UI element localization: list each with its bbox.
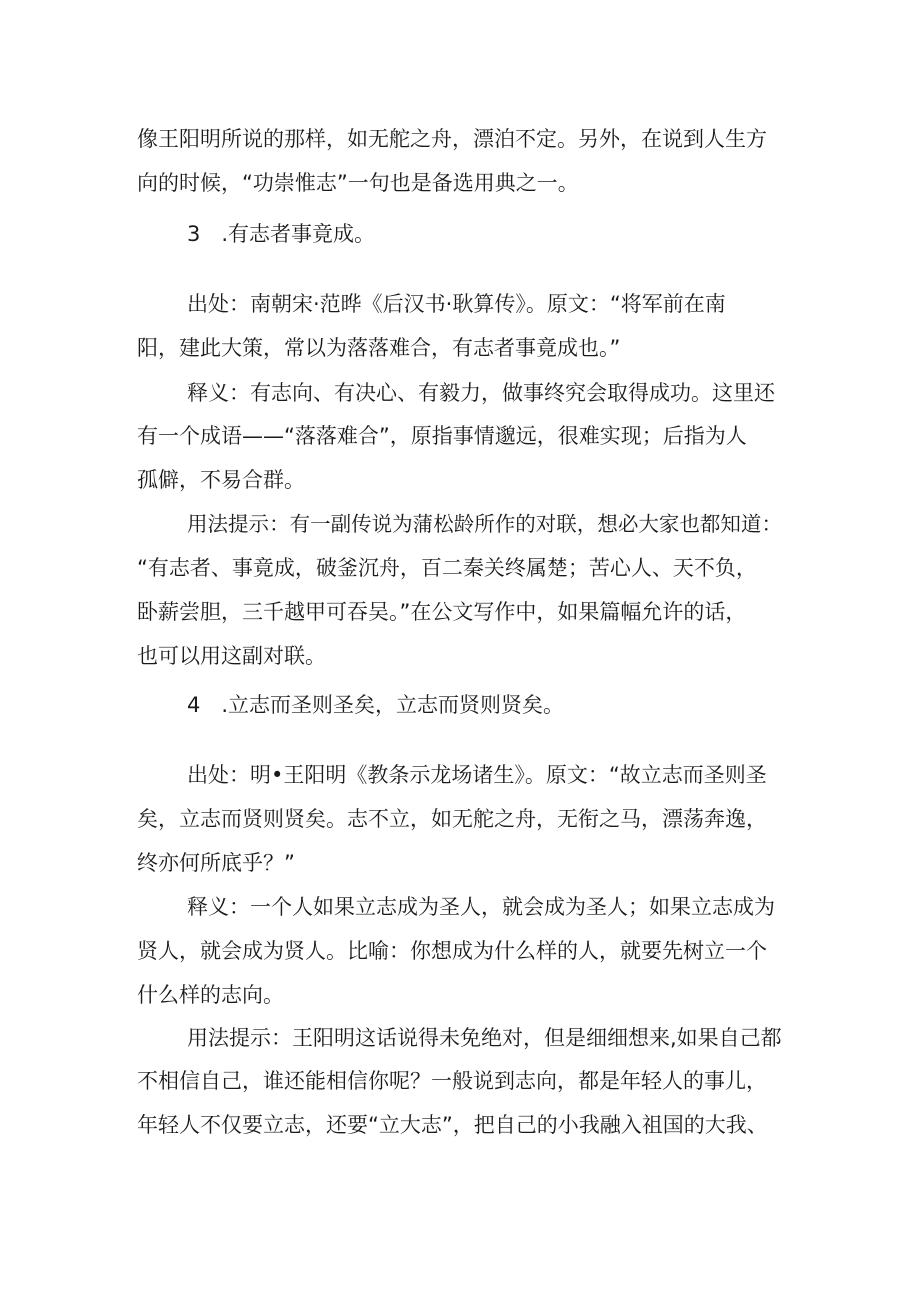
text-line: 贤人，就会成为贤人。比喻：你想成为什么样的人，就要先树立一个 [137,939,767,963]
text-line: 阳，建此大策，常以为落落难合，有志者事竟成也。” [137,336,621,360]
text-line: 出处：明•王阳明《教条示龙场诸生》。原文：“故立志而圣则圣 [187,763,767,787]
text-line: 卧薪尝胆，三千越甲可吞吴。”在公文写作中，如果篇幅允许的话， [137,600,747,624]
text-line: 出处：南朝宋·范晔《后汉书·耿算传》。原文：“将军前在南 [187,292,726,316]
text-line: 也可以用这副对联。 [137,644,326,668]
text-line: 什么样的志向。 [137,983,284,1007]
text-line: 像王阳明所说的那样，如无舵之舟，漂泊不定。另外，在说到人生方 [137,127,767,151]
text-line: 释义：有志向、有决心、有毅力，做事终究会取得成功。这里还 [187,381,775,405]
text-line: 释义：一个人如果立志成为圣人，就会成为圣人；如果立志成为 [187,895,775,919]
section-heading: 4 .立志而圣则圣矣，立志而贤则贤矣。 [187,693,565,717]
text-line: 用法提示：王阳明这话说得未免绝对，但是细细想来,如果自己都 [187,1026,782,1050]
text-line: 年轻人不仅要立志，还要“立大志”，把自己的小我融入祖国的大我、 [137,1113,768,1137]
text-line: “有志者、事竟成，破釜沉舟，百二秦关终属楚；苦心人、天不负， [137,556,757,580]
section-heading: 3 .有志者事竟成。 [187,222,376,246]
text-line: 终亦何所底乎？” [137,851,295,875]
text-line: 矣，立志而贤则贤矣。志不立，如无舵之舟，无衔之马，漂荡奔逸， [137,807,767,831]
text-line: 用法提示：有一副传说为蒲松龄所作的对联，想必大家也都知道： [187,512,782,536]
text-line: 不相信自己，谁还能相信你呢？一般说到志向，都是年轻人的事儿， [137,1069,767,1093]
text-line: 有一个成语——“落落难合”，原指事情邈远，很难实现；后指为人 [137,424,747,448]
text-line: 向的时候，“功崇惟志”一句也是备选用典之一。 [137,171,579,195]
text-line: 孤僻，不易合群。 [137,468,305,492]
